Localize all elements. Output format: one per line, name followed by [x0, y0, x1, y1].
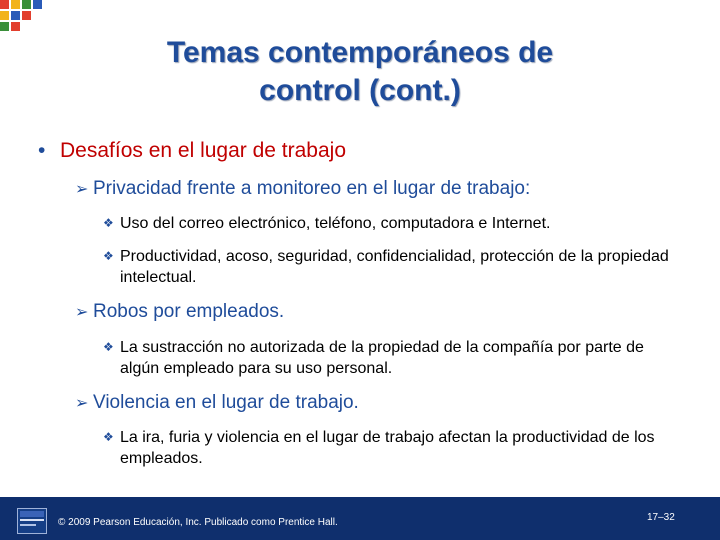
- sub-bullet: [75, 392, 359, 414]
- logo-stripe: [20, 519, 44, 521]
- detail-bullet: [103, 337, 683, 379]
- pearson-prentice-hall-logo: [17, 508, 47, 534]
- detail-bullet: [103, 246, 683, 288]
- arrow-right-icon: ➢: [75, 395, 89, 412]
- page-number: 17–32: [647, 512, 675, 523]
- copyright-text: © 2009 Pearson Educación, Inc. Publicado como Prentice Hall.: [58, 517, 338, 528]
- diamond-bullet-icon: ❖: [103, 216, 114, 230]
- bullet-dot: •: [38, 139, 46, 162]
- detail-text: La ira, furia y violencia en el lugar de trabajo afectan la productividad de los empleados.: [120, 429, 655, 467]
- logo-stripe: [20, 511, 44, 517]
- arrow-right-icon: ➢: [75, 181, 89, 198]
- detail-bullet: [103, 427, 683, 469]
- diamond-bullet-icon: ❖: [103, 430, 114, 444]
- sub-bullet: [75, 178, 530, 200]
- sub-bullet: [75, 301, 284, 323]
- slide-title: Temas contemporáneos de control (cont.): [166, 36, 554, 107]
- diamond-bullet-icon: ❖: [103, 340, 114, 354]
- detail-text: Uso del correo electrónico, teléfono, computadora e Internet.: [120, 215, 551, 232]
- detail-bullet: [103, 213, 683, 234]
- detail-text: La sustracción no autorizada de la propiedad de la compañía por parte de algún empleado para su uso personal.: [120, 339, 644, 377]
- sub-bullet-text: Privacidad frente a monitoreo en el lugar de trabajo:: [93, 178, 531, 199]
- logo-stripe: [20, 524, 36, 526]
- bullet-text: Desafíos en el lugar de trabajo: [60, 139, 347, 162]
- diamond-bullet-icon: ❖: [103, 249, 114, 263]
- bullet-level1: [38, 139, 346, 163]
- arrow-right-icon: ➢: [75, 304, 89, 321]
- detail-text: Productividad, acoso, seguridad, confidencialidad, protección de la propiedad intelectual.: [120, 248, 669, 286]
- sub-bullet-text: Violencia en el lugar de trabajo.: [93, 392, 359, 413]
- sub-bullet-text: Robos por empleados.: [93, 301, 285, 322]
